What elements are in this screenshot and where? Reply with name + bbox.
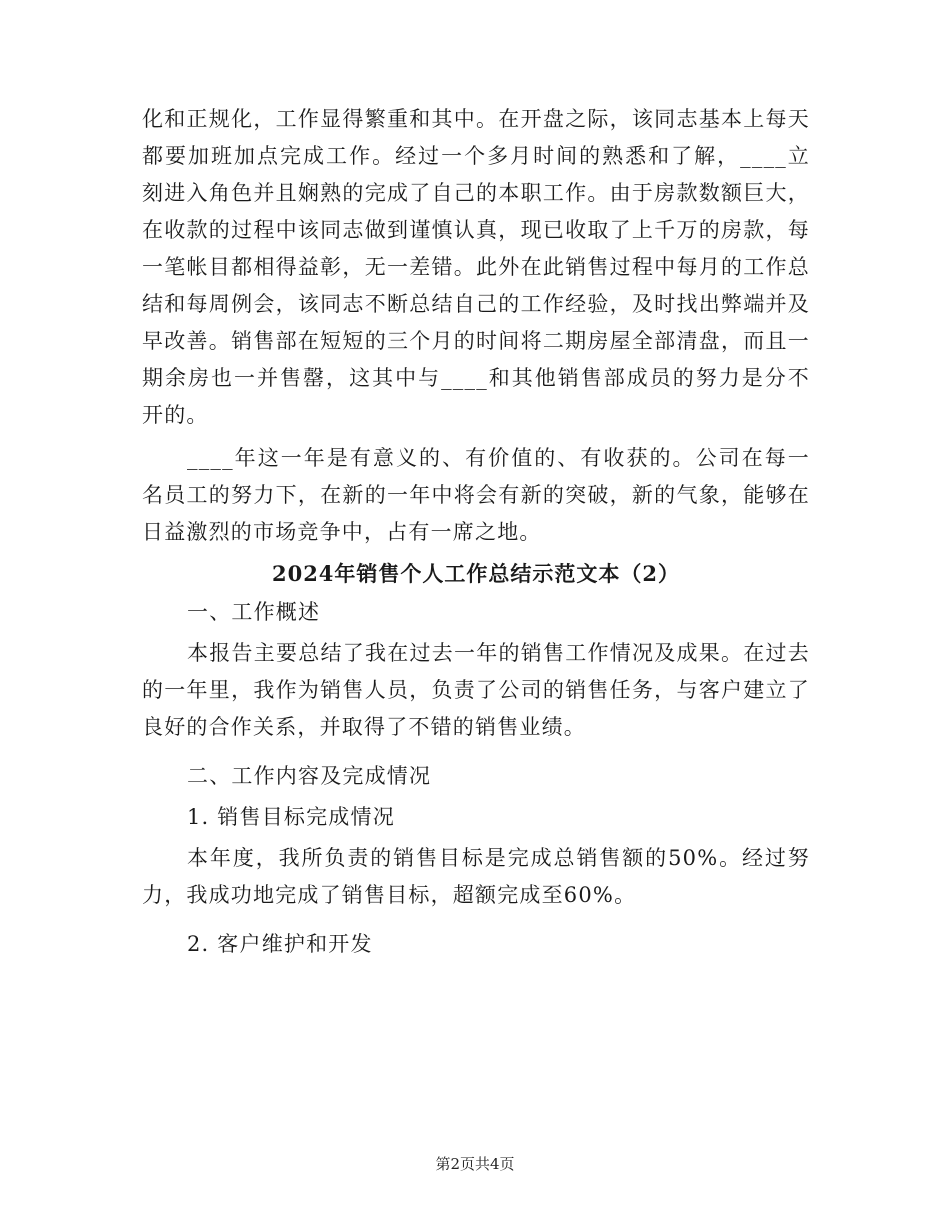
- paragraph-work-overview: 本报告主要总结了我在过去一年的销售工作情况及成果。在过去的一年里，我作为销售人员，负责了公司的销售任务，与客户建立了良好的合作关系，并取得了不错的销售业绩。: [142, 641, 810, 739]
- heading-sales-target: 1. 销售目标完成情况: [187, 805, 395, 829]
- paragraph-sales-target: 本年度，我所负责的销售目标是完成总销售额的50%。经过努力，我成功地完成了销售目标，超额完成至60%。: [142, 846, 810, 907]
- document-body: [142, 101, 810, 963]
- heading-work-content: 二、工作内容及完成情况: [187, 764, 432, 788]
- paragraph-continuation: 化和正规化，工作显得繁重和其中。在开盘之际，该同志基本上每天都要加班加点完成工作。经过一个多月时间的熟悉和了解，____立刻进入角色并且娴熟的完成了自己的本职工作。由于房款数额巨大，在收款的过程中该同志做到谨慎认真，现已收取了上千万的房款，每一笔帐目都相得益彰，无一差错。此外在此销售过程中每月的工作总结和每周例会，该同志不断总结自己的工作经验，及时找出弊端并及早改善。销售部在短短的三个月的时间将二期房屋全部清盘，而且一期余房也一并售罄，这其中与____和其他销售部成员的努力是分不开的。: [142, 107, 810, 427]
- heading-customer-maintenance: 2. 客户维护和开发: [187, 932, 373, 956]
- section-title: 2024年销售个人工作总结示范文本（2）: [271, 561, 681, 586]
- page-number: 第2页共4页: [435, 1155, 515, 1173]
- heading-work-overview: 一、工作概述: [187, 600, 321, 624]
- paragraph-year-summary: ____年这一年是有意义的、有价值的、有收获的。公司在每一名员工的努力下，在新的一年中将会有新的突破，新的气象，能够在日益激烈的市场竞争中，占有一席之地。: [142, 446, 810, 544]
